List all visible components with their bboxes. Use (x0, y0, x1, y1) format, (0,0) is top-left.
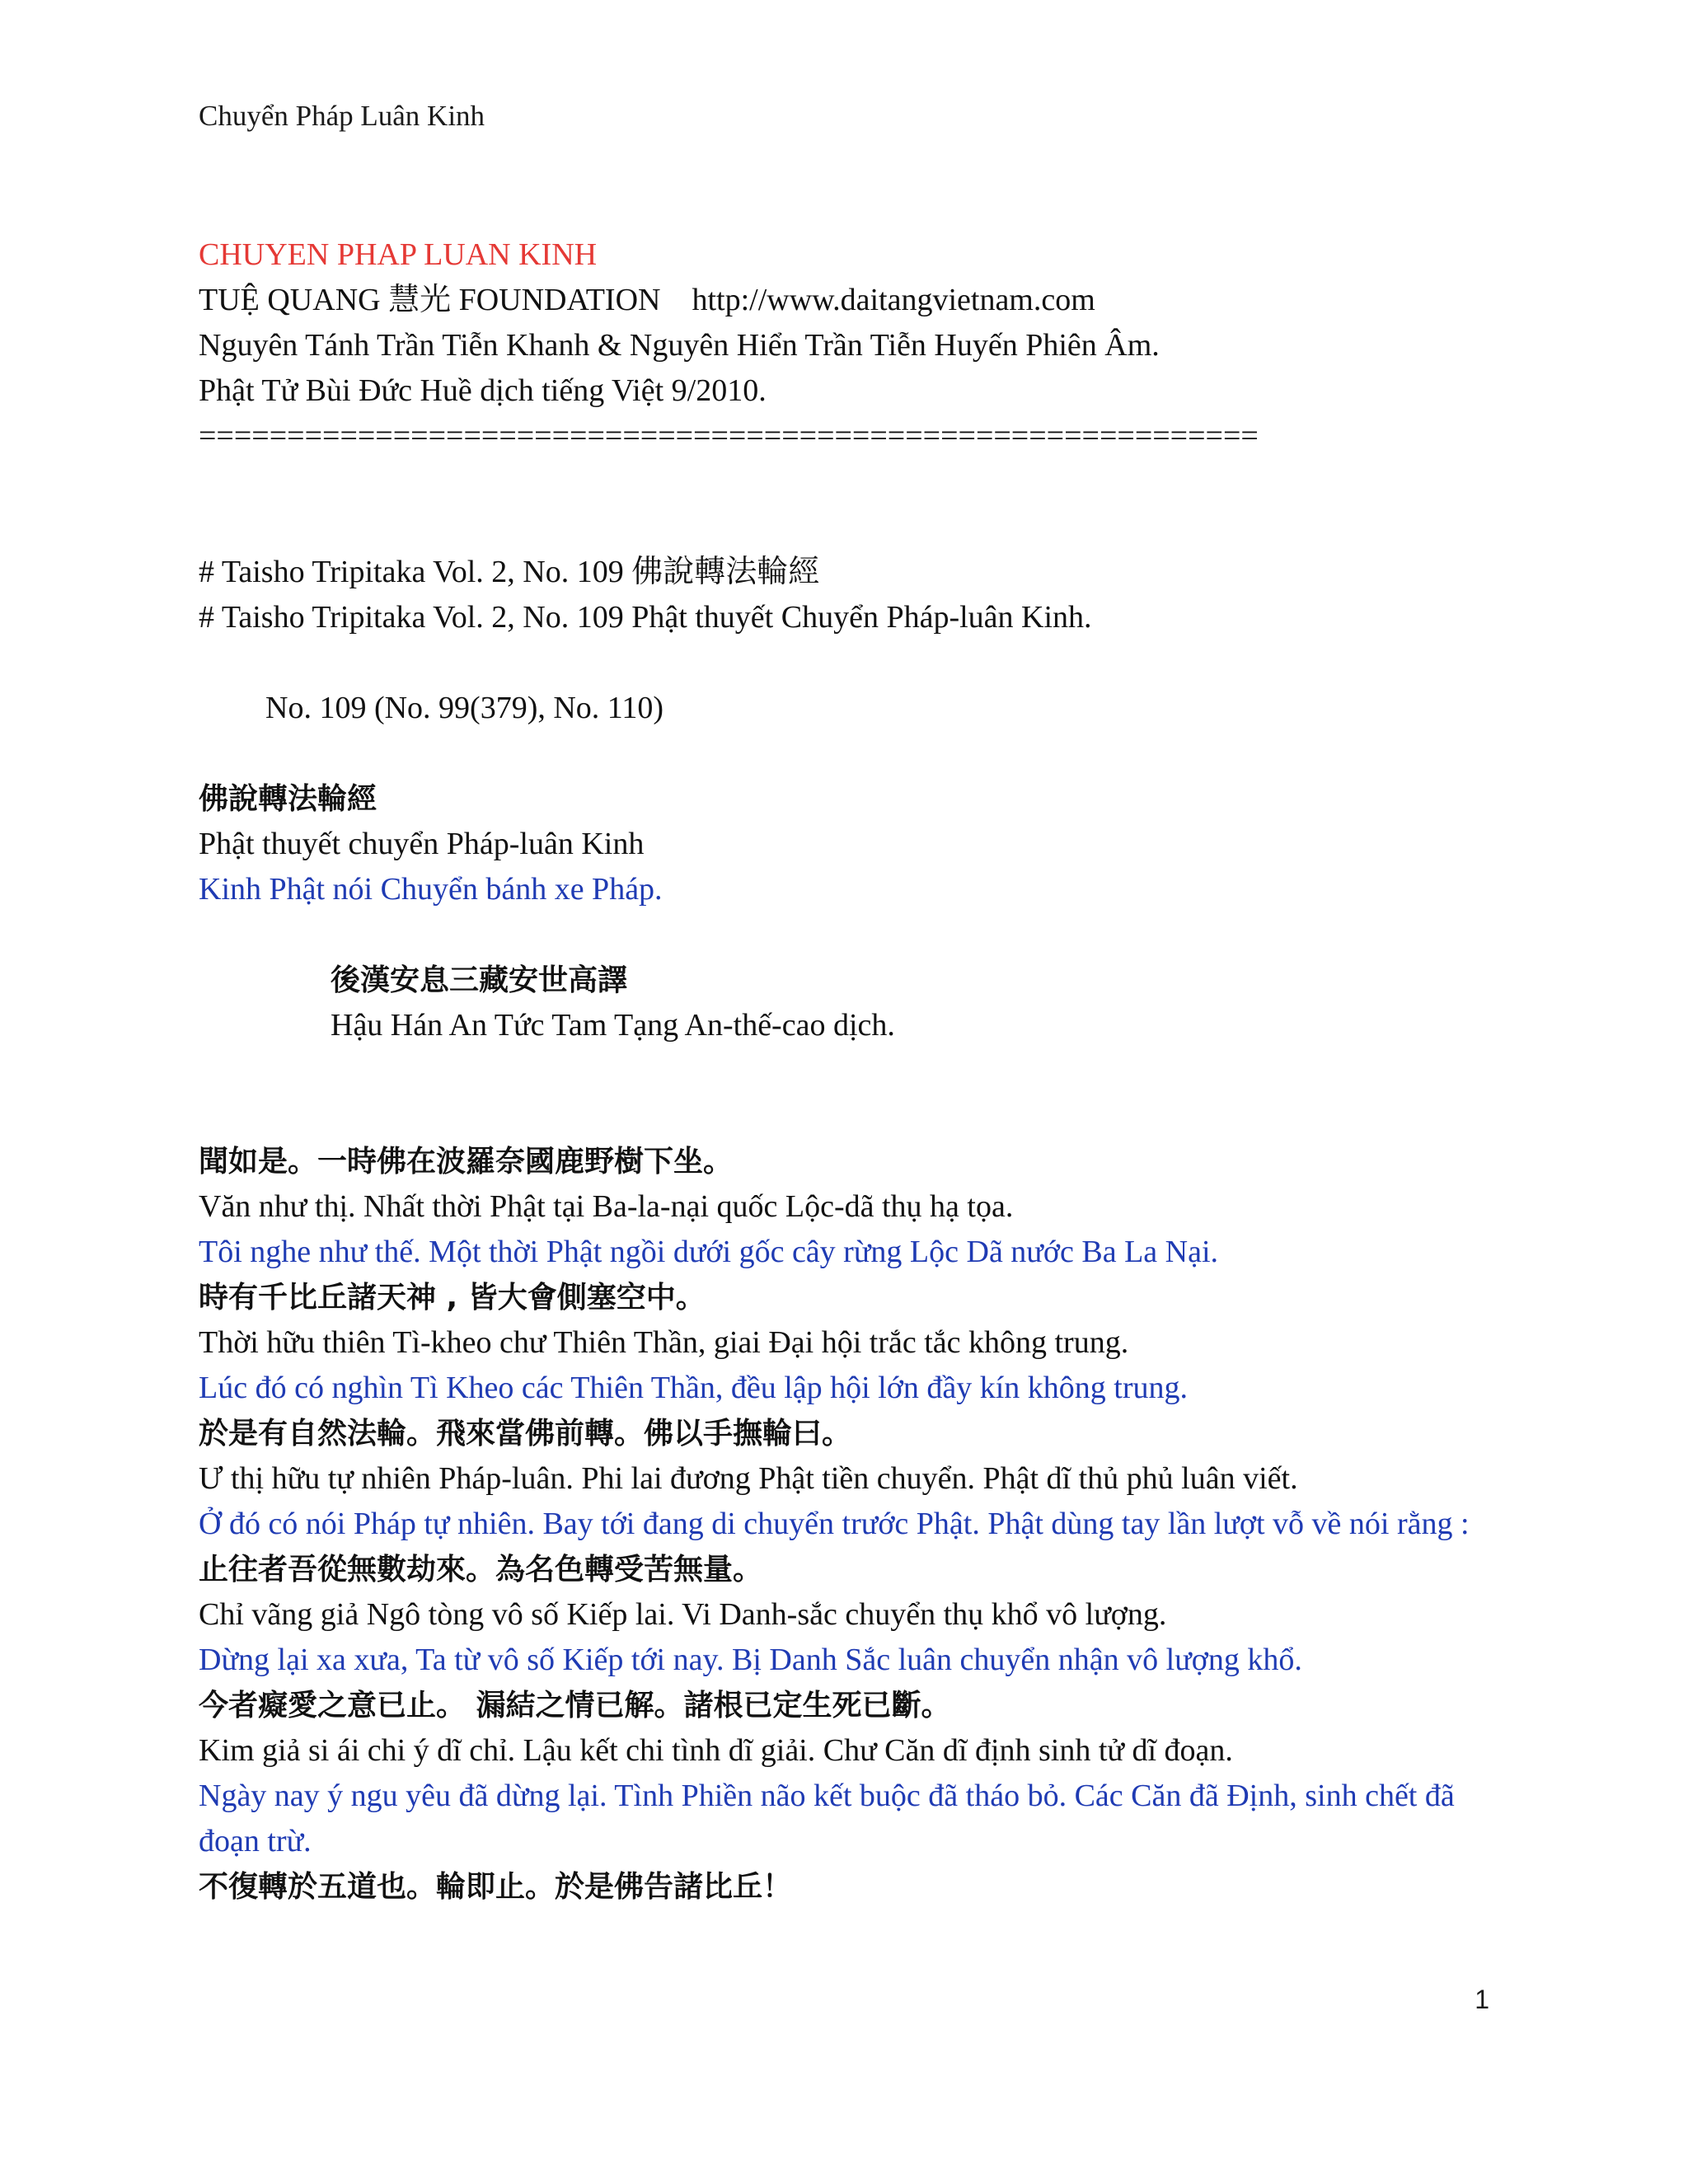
spacer (199, 912, 1501, 958)
page-number: 1 (1475, 1985, 1489, 2014)
translator-line: Phật Tử Bùi Đức Huề dịch tiếng Việt 9/2010. (199, 373, 767, 408)
verse-4-phonetic: Chỉ vãng giả Ngô tòng vô số Kiếp lai. Vi Danh-sắc chuyển thụ khổ vô lượng. (199, 1597, 1167, 1632)
verse-4-cn: 止往者吾從無數劫來。為名色轉受苦無量。 (199, 1553, 763, 1586)
verse-1-cn: 聞如是。一時佛在波羅奈國鹿野樹下坐。 (199, 1145, 734, 1179)
verse-2-translation: Lúc đó có nghìn Tì Kheo các Thiên Thần, đều lập hội lớn đầy kín không trung. (199, 1371, 1188, 1405)
verse-2-cn: 時有千比丘諸天神 , 皆大會側塞空中。 (199, 1281, 706, 1315)
verse-3-phonetic: Ư thị hữu tự nhiên Pháp-luân. Phi lai đương Phật tiền chuyển. Phật dĩ thủ phủ luân viết. (199, 1461, 1298, 1496)
taisho-reference-vn: # Taisho Tripitaka Vol. 2, No. 109 Phật thuyết Chuyển Pháp-luân Kinh. (199, 600, 1092, 635)
spacer (199, 731, 1501, 776)
sutra-number: No. 109 (No. 99(379), No. 110) (265, 691, 664, 725)
verse-4-translation: Dừng lại xa xưa, Ta từ vô số Kiếp tới nay. Bị Danh Sắc luân chuyển nhận vô lượng khổ. (199, 1643, 1302, 1677)
closing-line-cn: 不復轉於五道也。輪即止。於是佛告諸比丘！ (199, 1870, 793, 1904)
running-header: Chuyển Pháp Luân Kinh (199, 100, 485, 132)
sutra-title-phonetic: Phật thuyết chuyển Pháp-luân Kinh (199, 827, 645, 861)
spacer (199, 459, 1501, 550)
verse-3-cn: 於是有自然法輪。飛來當佛前轉。佛以手撫輪曰。 (199, 1417, 852, 1451)
transcribers-line: Nguyên Tánh Trần Tiễn Khanh & Nguyên Hiển Trần Tiễn Huyến Phiên Âm. (199, 328, 1160, 363)
verse-5-cn: 今者癡愛之意已止。 漏結之情已解。諸根已定生死已斷。 (199, 1689, 951, 1722)
foundation-line: TUỆ QUANG 慧光 FOUNDATION http://www.daitangvietnam.com (199, 283, 1095, 317)
translator-credit-phonetic: Hậu Hán An Tức Tam Tạng An-thế-cao dịch. (331, 1008, 895, 1043)
sutra-title-cn: 佛說轉法輪經 (199, 782, 377, 816)
verse-1-translation: Tôi nghe như thế. Một thời Phật ngồi dưới gốc cây rừng Lộc Dã nước Ba La Nại. (199, 1235, 1219, 1269)
document-body (199, 232, 1501, 1910)
verse-3-translation: Ở đó có nói Pháp tự nhiên. Bay tới đang di chuyển trước Phật. Phật dùng tay lần lượt vỗ về nói rằng : (199, 1507, 1470, 1541)
verse-5-phonetic: Kim giả si ái chi ý dĩ chỉ. Lậu kết chi tình dĩ giải. Chư Căn dĩ định sinh tử dĩ đoạn. (199, 1733, 1233, 1768)
separator-line: ============================================================ (199, 419, 1259, 453)
sutra-title-translation: Kinh Phật nói Chuyển bánh xe Pháp. (199, 872, 663, 907)
spacer (199, 1048, 1501, 1139)
verse-1-phonetic: Văn như thị. Nhất thời Phật tại Ba-la-nại quốc Lộc-dã thụ hạ tọa. (199, 1189, 1014, 1224)
translator-credit-cn: 後漢安息三藏安世高譯 (331, 963, 628, 997)
verse-2-phonetic: Thời hữu thiên Tì-kheo chư Thiên Thần, giai Đại hội trắc tắc không trung. (199, 1325, 1129, 1360)
document-title: CHUYEN PHAP LUAN KINH (199, 237, 598, 272)
spacer (199, 640, 1501, 686)
verse-5-translation: Ngày nay ý ngu yêu đã dừng lại. Tình Phiền não kết buộc đã tháo bỏ. Các Căn đã Định, sinh chết đã đoạn trừ. (199, 1779, 1463, 1858)
taisho-reference-cn: # Taisho Tripitaka Vol. 2, No. 109 佛說轉法輪經 (199, 555, 820, 589)
